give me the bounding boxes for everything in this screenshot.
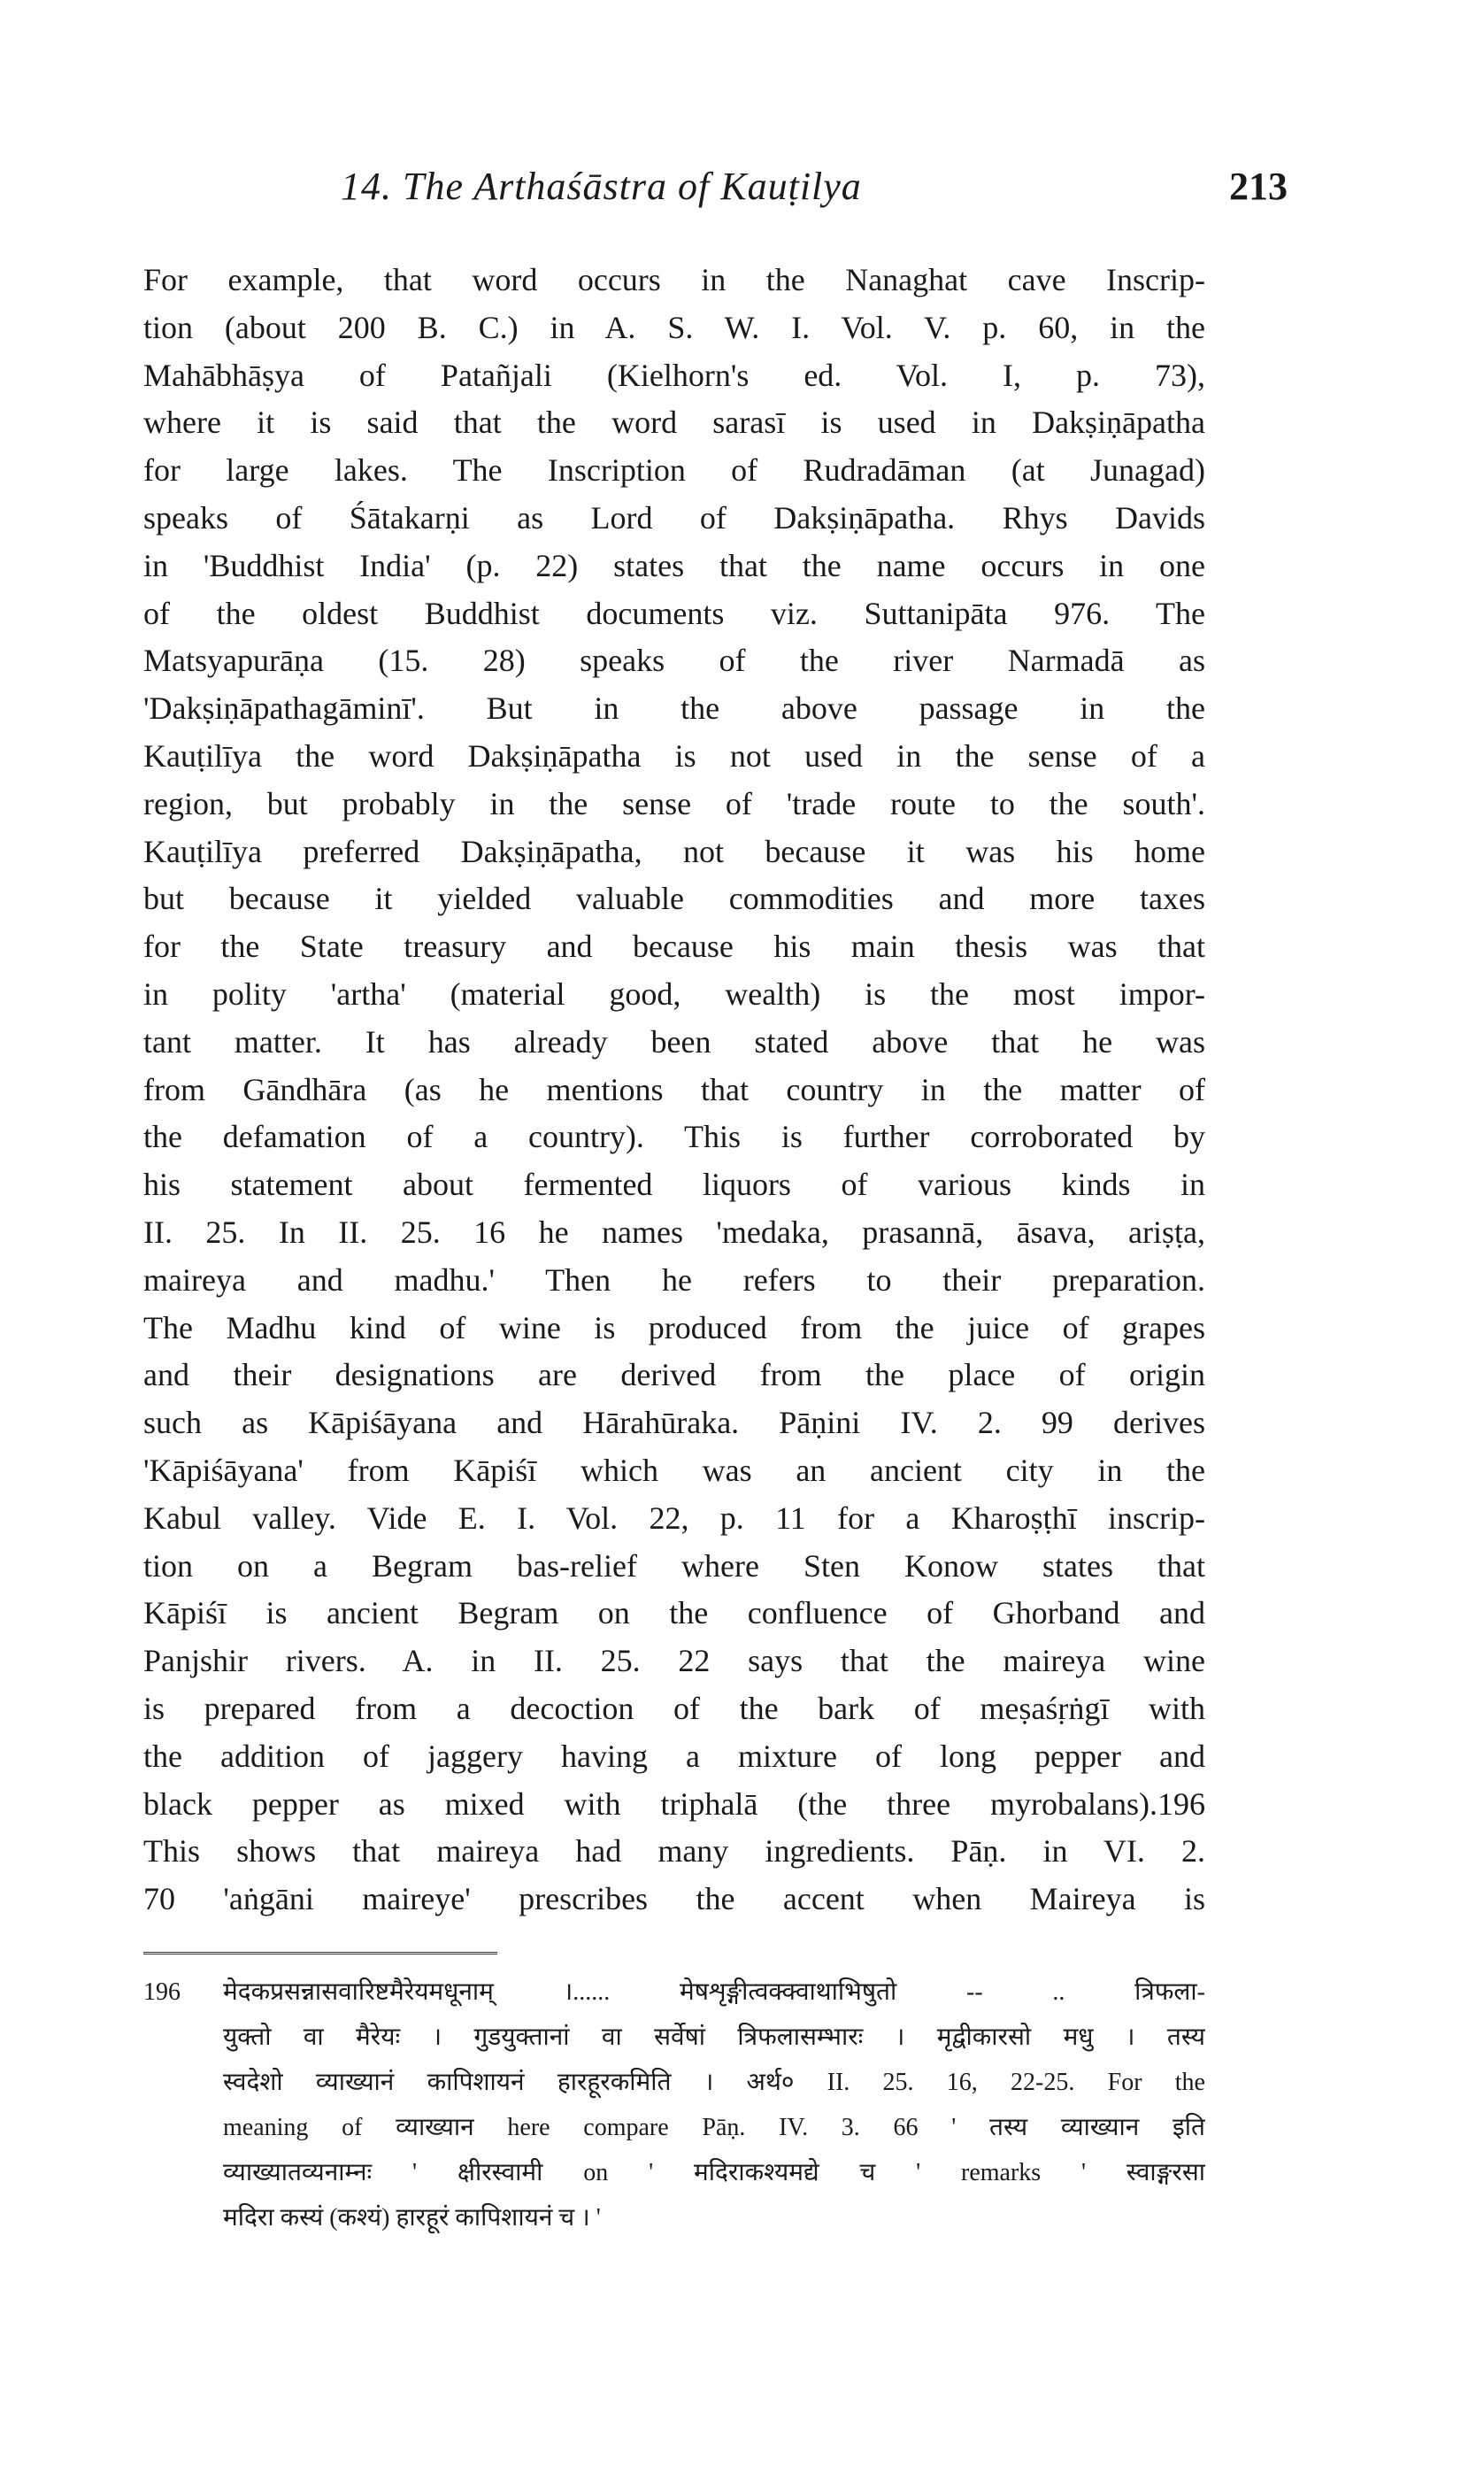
footnote: [143, 1970, 1205, 2240]
text-line: black pepper as mixed with triphalā (the three myrobalans).196: [143, 1785, 1205, 1822]
text-line: Mahābhāṣya of Patañjali (Kielhorn's ed. Vol. I, p. 73),: [143, 357, 1205, 393]
text-line: and their designations are derived from the place of origin: [143, 1357, 1205, 1393]
page-number: 213: [1229, 165, 1288, 208]
running-title: 14. The Arthaśāstra of Kauṭilya: [341, 165, 862, 208]
text-line: 'Dakṣiṇāpathagāminī'. But in the above passage in the: [143, 690, 1205, 727]
text-line: 70 'aṅgāni maireye' prescribes the accent when Maireya is: [143, 1881, 1205, 1917]
footnote-rule: [143, 1952, 497, 1954]
text-line: the addition of jaggery having a mixture of long pepper and: [143, 1738, 1205, 1774]
text-line: for the State treasury and because his main thesis was that: [143, 929, 1205, 965]
text-line: For example, that word occurs in the Nanaghat cave Inscrip-: [143, 262, 1205, 297]
text-line: Matsyapurāṇa (15. 28) speaks of the river Narmadā as: [143, 643, 1205, 679]
footnote-text: मेदकप्रसन्नासवारिष्टमैरेयमधूनाम् ।...... मेषशृङ्गीत्वक्क्वाथाभिषुतो -- .. त्रिफला-: [223, 1978, 1205, 2006]
page-header: [186, 164, 1336, 226]
footnote-line: युक्तो वा मैरेयः । गुडयुक्तानां वा सर्वेषां त्रिफलासम्भारः । मृद्वीकारसो मधु । तस्य: [223, 2024, 1205, 2051]
text-line: for large lakes. The Inscription of Rudradāman (at Junagad): [143, 452, 1205, 489]
text-line: from Gāndhāra (as he mentions that country in the matter of: [143, 1071, 1205, 1107]
footnote-number: 196: [143, 1978, 181, 2006]
text-line: in polity 'artha' (material good, wealth) is the most impor-: [143, 975, 1205, 1012]
text-line: tant matter. It has already been stated above that he was: [143, 1023, 1205, 1060]
text-line: Kauṭilīya preferred Dakṣiṇāpatha, not because it was his home: [143, 833, 1205, 869]
text-line: tion on a Begram bas-relief where Sten Konow states that: [143, 1547, 1205, 1584]
text-line: The Madhu kind of wine is produced from the juice of grapes: [143, 1309, 1205, 1345]
text-line: tion (about 200 B. C.) in A. S. W. I. Vol. V. p. 60, in the: [143, 309, 1205, 345]
text-line: Kabul valley. Vide E. I. Vol. 22, p. 11 for a Kharoṣṭhī inscrip-: [143, 1499, 1205, 1536]
text-line: II. 25. In II. 25. 16 he names 'medaka, prasannā, āsava, ariṣṭa,: [143, 1214, 1205, 1250]
text-line: Panjshir rivers. A. in II. 25. 22 says that the maireya wine: [143, 1643, 1205, 1679]
text-line: Kauṭilīya the word Dakṣiṇāpatha is not used in the sense of a: [143, 737, 1205, 774]
footnote-line: स्वदेशो व्याख्यानं कापिशायनं हारहूरकमिति । अर्थ० II. 25. 16, 22-25. For the: [223, 2069, 1205, 2096]
text-line: of the oldest Buddhist documents viz. Suttanipāta 976. The: [143, 595, 1205, 631]
text-line: where it is said that the word sarasī is used in Dakṣiṇāpatha: [143, 405, 1205, 441]
footnote-line: व्याख्यातव्यनाम्नः ' क्षीरस्वामी on ' मदिराकश्यमद्ये च ' remarks ' स्वाङ्गरसा: [223, 2159, 1205, 2186]
text-line: This shows that maireya had many ingredients. Pāṇ. in VI. 2.: [143, 1833, 1205, 1870]
text-line: maireya and madhu.' Then he refers to their preparation.: [143, 1261, 1205, 1298]
text-line: such as Kāpiśāyana and Hārahūraka. Pāṇini IV. 2. 99 derives: [143, 1405, 1205, 1441]
text-line: is prepared from a decoction of the bark of meṣaśṛṅgī with: [143, 1690, 1205, 1726]
text-line: the defamation of a country). This is further corroborated by: [143, 1119, 1205, 1155]
body-text: [143, 257, 1205, 1923]
text-line: speaks of Śātakarṇi as Lord of Dakṣiṇāpatha. Rhys Davids: [143, 499, 1205, 536]
text-line: in 'Buddhist India' (p. 22) states that the name occurs in one: [143, 547, 1205, 583]
text-line: region, but probably in the sense of 'trade route to the south'.: [143, 785, 1205, 821]
footnote-line: [143, 1970, 1205, 2015]
footnote-line: meaning of व्याख्यान here compare Pāṇ. IV. 3. 66 ' तस्य व्याख्यान इति: [223, 2114, 1205, 2141]
text-line: his statement about fermented liquors of various kinds in: [143, 1167, 1205, 1203]
text-line: Kāpiśī is ancient Begram on the confluence of Ghorband and: [143, 1595, 1205, 1631]
text-line: 'Kāpiśāyana' from Kāpiśī which was an ancient city in the: [143, 1452, 1205, 1488]
footnote-line: मदिरा कस्यं (कश्यं) हारहूरं कापिशायनं च । ': [223, 2204, 601, 2232]
text-line: but because it yielded valuable commodities and more taxes: [143, 881, 1205, 917]
